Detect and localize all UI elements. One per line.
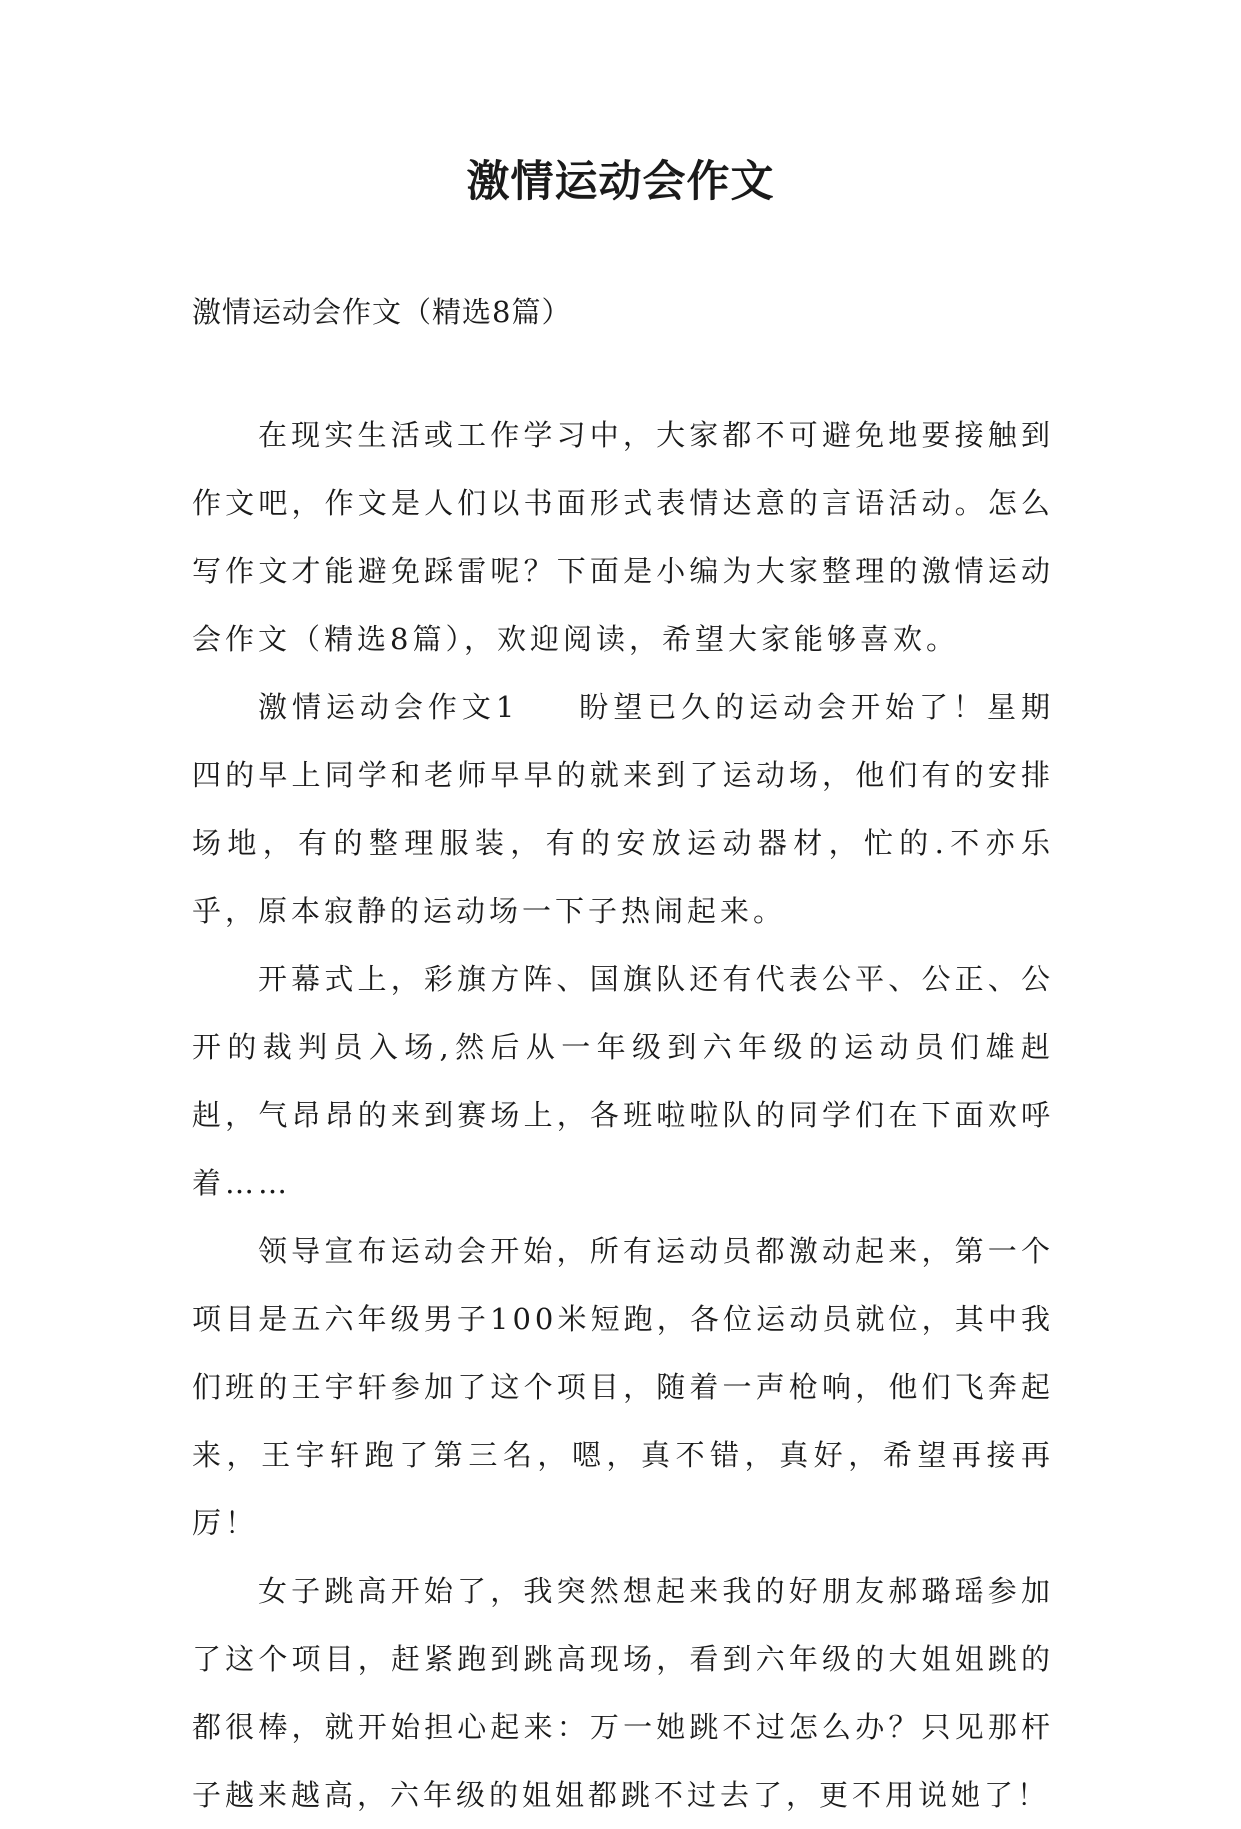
essay1-paragraph-1 — [192, 673, 1054, 945]
essay1-paragraph-4: 女子跳高开始了，我突然想起来我的好朋友郝璐瑶参加了这个项目，赶紧跑到跳高现场，看到六年级的大姐姐跳的都很棒，就开始担心起来：万一她跳不过怎么办？只见那杆子越来越高，六年级的姐姐都跳不过去了，更不用说她了！ — [192, 1574, 1054, 1812]
document-subtitle: 激情运动会作文（精选8篇） — [192, 295, 572, 329]
essay1-heading: 激情运动会作文1 — [258, 690, 519, 724]
document-body — [192, 401, 1054, 1829]
essay1-paragraph-1-text: 盼望已久的运动会开始了！星期四的早上同学和老师早早的就来到了运动场，他们有的安排场地，有的整理服装，有的安放运动器材，忙的.不亦乐乎，原本寂静的运动场一下子热闹起来。 — [192, 690, 1054, 928]
document-title: 激情运动会作文 — [466, 157, 775, 207]
essay1-paragraph-3: 领导宣布运动会开始，所有运动员都激动起来，第一个项目是五六年级男子100米短跑，各位运动员就位，其中我们班的王宇轩参加了这个项目，随着一声枪响，他们飞奔起来，王宇轩跑了第三名，嗯，真不错，真好，希望再接再厉！ — [192, 1234, 1054, 1540]
intro-paragraph: 在现实生活或工作学习中，大家都不可避免地要接触到作文吧，作文是人们以书面形式表情达意的言语活动。怎么写作文才能避免踩雷呢？下面是小编为大家整理的激情运动会作文（精选8篇），欢迎阅读，希望大家能够喜欢。 — [192, 418, 1054, 656]
essay1-paragraph-2: 开幕式上，彩旗方阵、国旗队还有代表公平、公正、公开的裁判员入场,然后从一年级到六年级的运动员们雄赳赳，气昂昂的来到赛场上，各班啦啦队的同学们在下面欢呼着…… — [192, 962, 1054, 1200]
